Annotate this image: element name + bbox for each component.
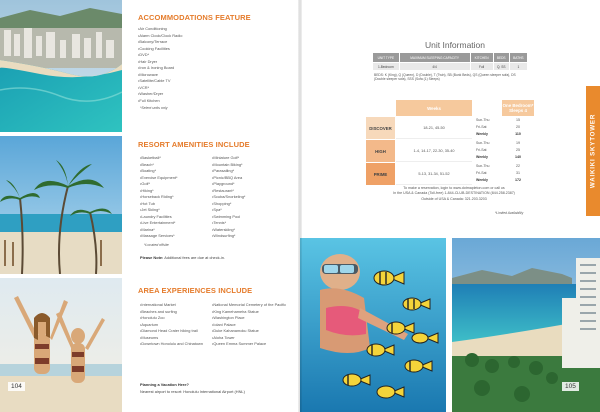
area-experiences-title: AREA EXPERIENCES INCLUDE: [138, 286, 253, 295]
season-weeks: 1-4, 14-17, 22-30, 35-40: [396, 140, 472, 162]
palm-beach-photo: [0, 136, 122, 274]
list-item: • Aquarium: [140, 322, 212, 329]
rate-value: 110: [515, 132, 521, 136]
weeks-header: Weeks: [396, 100, 472, 116]
area-experiences-list-col1: [140, 302, 212, 348]
list-item: • VCR*: [138, 85, 278, 92]
list-item: • Massage Services*: [140, 233, 210, 240]
reservation-line-1: To make a reservation, login to www.dotmapleton.com or call us: [403, 186, 505, 190]
planning-text: Nearest airport to resort: Honolulu International Airport (HNL): [140, 389, 245, 394]
resort-amenities-title: RESORT AMENITIES INCLUDE: [138, 140, 250, 149]
list-item: • Hair Dryer: [138, 59, 278, 66]
reservation-line-3: Outside of USA & Canada: 321.203.3203: [421, 196, 487, 201]
list-item: • Diamond Head Crater hiking trail: [140, 328, 212, 335]
day-label: Sun-Thu: [476, 118, 490, 122]
list-item: • Spa*: [212, 207, 292, 214]
table-cell: Q, SS: [493, 63, 509, 71]
unit-type-header: [502, 100, 534, 116]
season-weeks: 18-21, 45-50: [396, 117, 472, 139]
table-cell: 1: [509, 63, 527, 71]
list-item: • Golf*: [140, 181, 210, 188]
table-cell: Full: [470, 63, 493, 71]
table-header: BATHS: [509, 53, 527, 63]
rate-value: 31: [516, 171, 520, 175]
rate-value: 19: [516, 141, 520, 145]
list-item: • Exercise Equipment*: [140, 175, 210, 182]
list-item: • National Memorial Cemetery of the Pacific: [212, 302, 294, 309]
day-label: Fri-Sat: [476, 171, 487, 175]
list-item: • Queen Emma Summer Palace: [212, 341, 294, 348]
fees-text: Additional fees are due at check-in.: [164, 255, 226, 260]
list-item: • Mountain Biking*: [212, 162, 292, 169]
season-row-prime: [366, 163, 534, 185]
list-item: • King Kamehameha Statue: [212, 309, 294, 316]
list-item: • International Market: [140, 302, 212, 309]
page-number-left: 104: [8, 382, 25, 391]
page-number-right: 105: [562, 382, 579, 391]
table-header: BEDS: [493, 53, 509, 63]
list-item: • Tennis*: [212, 220, 292, 227]
rate-value: 25: [516, 148, 520, 152]
list-item: • Museums: [140, 335, 212, 342]
fees-label: Please Note:: [140, 255, 164, 260]
page-gutter: [298, 0, 302, 412]
resort-name-tab: [586, 86, 600, 216]
aerial-waikiki-photo: [0, 0, 122, 132]
table-header: UNIT TYPE: [373, 53, 400, 63]
resort-amenities-list-col2: [212, 155, 292, 240]
list-item: • Iolani Palace: [212, 322, 294, 329]
unit-info-title: Unit Information: [425, 40, 485, 50]
rate-value: 172: [515, 178, 521, 182]
day-label: Weekly: [476, 178, 488, 182]
list-item: • Picnic/BBQ Area: [212, 175, 292, 182]
list-item: • Waterskiing*: [212, 227, 292, 234]
list-item: • Full Kitchen: [138, 98, 278, 105]
season-label: DISCOVER: [366, 117, 395, 139]
list-item: • Restaurant*: [212, 188, 292, 195]
day-label: Fri-Sat: [476, 148, 487, 152]
snorkel-fish-photo: [300, 238, 446, 412]
list-item: • Microwave: [138, 72, 278, 79]
season-row-high: [366, 140, 534, 162]
accommodations-note: *Select units only: [140, 106, 168, 110]
day-label: Sun-Thu: [476, 164, 490, 168]
availability-note: *Limited Availability: [495, 211, 524, 215]
list-item: • Washer/Dryer: [138, 91, 278, 98]
list-item: • Aloha Tower: [212, 335, 294, 342]
reservation-info: [380, 186, 528, 202]
sleeps-label: Sleeps 4: [509, 108, 527, 113]
season-row-discover: [366, 117, 534, 139]
list-item: • Windsurfing*: [212, 233, 292, 240]
list-item: • Balcony/Terrace: [138, 39, 278, 46]
list-item: • Hiking*: [140, 188, 210, 195]
list-item: • Downtown Honolulu and Chinatown: [140, 341, 212, 348]
list-item: • Live Entertainment*: [140, 220, 210, 227]
accommodations-title: ACCOMMODATIONS FEATURE: [138, 13, 251, 22]
table-cell: 4/4: [399, 63, 470, 71]
planning-title: Planning a Vacation Here?: [140, 382, 189, 387]
beds-legend: BEDS: K (King), Q (Queen), D (Double), T (Twin), SB (Bunk Beds), QS (Queen sleeper sofa), DS (Double sleeper sofa), SSS (Sofa (1) Sleeps): [374, 73, 516, 82]
area-experiences-list-col2: [212, 302, 294, 348]
table-cell: 1-Bedroom: [373, 63, 400, 71]
day-label: Fri-Sat: [476, 125, 487, 129]
rate-value: 22: [516, 164, 520, 168]
list-item: • Swimming Pool: [212, 214, 292, 221]
table-row: [373, 63, 528, 71]
list-item: • Beaches and surfing: [140, 309, 212, 316]
fees-note: [140, 255, 225, 260]
list-item: • Jet Skiing*: [140, 207, 210, 214]
season-label: HIGH: [366, 140, 395, 162]
reservation-line-2: In the USA & Canada (Toll-free) 1-844-CLUB-DESTINATION (844.258.2387): [393, 191, 515, 196]
unit-type-label: One Bedroom*: [502, 103, 534, 108]
list-item: • Air Conditioning: [138, 26, 278, 33]
list-item: • Duke Kahanamoku Statue: [212, 328, 294, 335]
list-item: • Boating*: [140, 168, 210, 175]
list-item: • Scuba/Snorkeling*: [212, 194, 292, 201]
list-item: • Hot Tub: [140, 201, 210, 208]
list-item: • Parasailing*: [212, 168, 292, 175]
list-item: • DVD*: [138, 52, 278, 59]
rate-table: [366, 100, 534, 184]
resort-name-label: WAIKIKI SKYTOWER: [589, 113, 597, 189]
list-item: • Washington Place: [212, 315, 294, 322]
table-header: KITCHEN: [470, 53, 493, 63]
list-item: • Shopping*: [212, 201, 292, 208]
accommodations-list: [138, 26, 278, 104]
list-item: • Alarm Clock/Clock Radio: [138, 33, 278, 40]
list-item: • Iron & Ironing Board: [138, 65, 278, 72]
list-item: • Satellite/Cable TV: [138, 78, 278, 85]
day-label: Weekly: [476, 132, 488, 136]
list-item: • Marina*: [140, 227, 210, 234]
list-item: • Basketball*: [140, 155, 210, 162]
list-item: • Horseback Riding*: [140, 194, 210, 201]
season-label: PRIME: [366, 163, 395, 185]
list-item: • Miniature Golf*: [212, 155, 292, 162]
unit-info-header-row: [373, 53, 528, 63]
season-weeks: 5-13, 31-34, 51-52: [396, 163, 472, 185]
list-item: • Cooking Facilities: [138, 46, 278, 53]
list-item: • Laundry Facilities: [140, 214, 210, 221]
day-label: Sun-Thu: [476, 141, 490, 145]
rate-value: 140: [515, 155, 521, 159]
resort-amenities-note: *Located offsite: [144, 243, 169, 247]
table-header: MAXIMUM SLEEPING CAPACITY: [399, 53, 470, 63]
unit-info-table: [372, 52, 528, 71]
day-label: Weekly: [476, 155, 488, 159]
list-item: • Playground*: [212, 181, 292, 188]
resort-amenities-list-col1: [140, 155, 210, 240]
beach-women-photo: [0, 278, 122, 412]
rate-value: 15: [516, 118, 520, 122]
rate-value: 20: [516, 125, 520, 129]
list-item: • Honolulu Zoo: [140, 315, 212, 322]
list-item: • Beach*: [140, 162, 210, 169]
